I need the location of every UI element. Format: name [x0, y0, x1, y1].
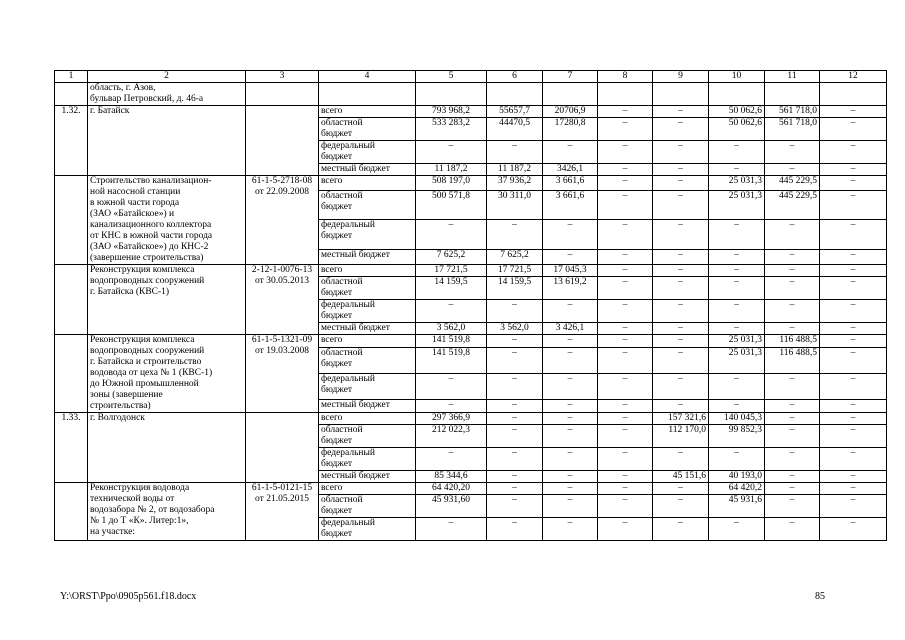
amount-cell: –: [709, 448, 765, 471]
amount-cell: –: [765, 518, 820, 541]
amount-cell: 17280,8: [543, 118, 598, 141]
amount-cell: –: [598, 118, 653, 141]
amount-cell: –: [765, 399, 820, 412]
column-number: 8: [598, 71, 653, 83]
amount-cell: 445 229,5: [765, 176, 820, 191]
amount-cell: –: [598, 191, 653, 220]
amount-cell: 141 519,8: [416, 348, 487, 374]
amount-cell: –: [416, 399, 487, 412]
amount-cell: –: [598, 106, 653, 118]
amount-cell: –: [820, 335, 887, 348]
amount-cell: –: [765, 425, 820, 448]
column-number: 6: [487, 71, 543, 83]
amount-cell: –: [543, 300, 598, 323]
amount-cell: –: [765, 141, 820, 164]
amount-cell: –: [416, 518, 487, 541]
amount-cell: –: [598, 249, 653, 264]
row-number: [55, 83, 88, 106]
amount-cell: –: [820, 483, 887, 495]
funding-source: областной бюджет: [319, 191, 416, 220]
document-number: 2-12-1-0076-13 от 30.05.2013: [246, 265, 319, 335]
amount-cell: –: [820, 265, 887, 277]
amount-cell: –: [598, 164, 653, 176]
amount-cell: 7 625,2: [416, 249, 487, 264]
amount-cell: –: [820, 373, 887, 399]
amount-cell: 13 619,2: [543, 277, 598, 300]
funding-source: федеральный бюджет: [319, 141, 416, 164]
amount-cell: 30 311,0: [487, 191, 543, 220]
amount-cell: 533 283,2: [416, 118, 487, 141]
document-number: 61-1-5-1321-09 от 19.03.2008: [246, 335, 319, 413]
amount-cell: 99 852,3: [709, 425, 765, 448]
amount-cell: –: [598, 413, 653, 425]
amount-cell: 14 159,5: [487, 277, 543, 300]
amount-cell: 3426,1: [543, 164, 598, 176]
column-number: 10: [709, 71, 765, 83]
amount-cell: 561 718,0: [765, 106, 820, 118]
amount-cell: –: [820, 220, 887, 249]
amount-cell: –: [709, 141, 765, 164]
row-number: [55, 483, 88, 541]
amount-cell: –: [416, 220, 487, 249]
amount-cell: –: [765, 373, 820, 399]
amount-cell: 3 562,0: [416, 323, 487, 335]
amount-cell: 3 562,0: [487, 323, 543, 335]
amount-cell: –: [709, 399, 765, 412]
document-number: 61-1-5-0121-15 от 21.05.2015: [246, 483, 319, 541]
amount-cell: –: [598, 448, 653, 471]
amount-cell: –: [820, 106, 887, 118]
amount-cell: –: [653, 323, 709, 335]
amount-cell: –: [598, 335, 653, 348]
amount-cell: –: [543, 495, 598, 518]
funding-source: местный бюджет: [319, 164, 416, 176]
funding-source: всего: [319, 176, 416, 191]
amount-cell: –: [765, 471, 820, 483]
amount-cell: –: [653, 300, 709, 323]
empty-cell: [543, 83, 598, 106]
amount-cell: 50 062,6: [709, 106, 765, 118]
amount-cell: –: [765, 413, 820, 425]
table-row: [55, 413, 887, 425]
empty-cell: [598, 83, 653, 106]
funding-source: местный бюджет: [319, 399, 416, 412]
funding-source: всего: [319, 106, 416, 118]
amount-cell: –: [765, 277, 820, 300]
amount-cell: –: [416, 448, 487, 471]
amount-cell: –: [820, 348, 887, 374]
amount-cell: –: [598, 471, 653, 483]
amount-cell: –: [487, 300, 543, 323]
amount-cell: –: [765, 483, 820, 495]
amount-cell: –: [820, 300, 887, 323]
amount-cell: 7 625,2: [487, 249, 543, 264]
funding-source: местный бюджет: [319, 249, 416, 264]
row-number: [55, 265, 88, 335]
table-row: [55, 265, 887, 277]
amount-cell: –: [598, 277, 653, 300]
amount-cell: –: [487, 518, 543, 541]
empty-cell: [653, 83, 709, 106]
amount-cell: –: [598, 483, 653, 495]
amount-cell: –: [709, 265, 765, 277]
amount-cell: –: [709, 164, 765, 176]
page-number: 85: [815, 591, 825, 602]
amount-cell: –: [487, 495, 543, 518]
funding-source: всего: [319, 265, 416, 277]
amount-cell: 45 151,6: [653, 471, 709, 483]
file-path: Y:\ORST\Ppo\0905p561.f18.docx: [60, 591, 197, 602]
amount-cell: –: [653, 118, 709, 141]
amount-cell: –: [543, 373, 598, 399]
amount-cell: –: [653, 176, 709, 191]
funding-source: федеральный бюджет: [319, 373, 416, 399]
amount-cell: –: [820, 495, 887, 518]
row-number: 1.33.: [55, 413, 88, 483]
funding-source: федеральный бюджет: [319, 518, 416, 541]
amount-cell: –: [709, 373, 765, 399]
amount-cell: –: [765, 220, 820, 249]
amount-cell: –: [820, 399, 887, 412]
amount-cell: –: [598, 399, 653, 412]
amount-cell: –: [543, 399, 598, 412]
amount-cell: 50 062,6: [709, 118, 765, 141]
amount-cell: –: [598, 220, 653, 249]
empty-cell: [246, 83, 319, 106]
amount-cell: 25 031,3: [709, 348, 765, 374]
amount-cell: –: [543, 413, 598, 425]
column-number: 2: [88, 71, 246, 83]
amount-cell: –: [820, 471, 887, 483]
amount-cell: –: [487, 413, 543, 425]
amount-cell: –: [487, 448, 543, 471]
amount-cell: –: [765, 249, 820, 264]
empty-cell: [820, 83, 887, 106]
amount-cell: –: [416, 300, 487, 323]
column-number: 3: [246, 71, 319, 83]
amount-cell: 112 170,0: [653, 425, 709, 448]
amount-cell: –: [543, 483, 598, 495]
funding-source: федеральный бюджет: [319, 448, 416, 471]
amount-cell: –: [765, 164, 820, 176]
amount-cell: 25 031,3: [709, 191, 765, 220]
amount-cell: –: [543, 518, 598, 541]
object-name: Реконструкция водовода технической воды от водозабора № 2, от водозабора № 1 до Т «К». Литер:1», на участке:: [88, 483, 246, 541]
object-name: Реконструкция комплекса водопроводных сооружений г. Батайска (КВС-1): [88, 265, 246, 335]
amount-cell: 40 193,0: [709, 471, 765, 483]
amount-cell: –: [487, 483, 543, 495]
object-name: Строительство канализацион- ной насосной станции в южной части города (ЗАО «Батайское») и канализационного коллектора от КНС в южной части города (ЗАО «Батайское») до КНС-2 (завершение строительства): [88, 176, 246, 265]
funding-source: местный бюджет: [319, 471, 416, 483]
amount-cell: –: [653, 448, 709, 471]
column-number: 4: [319, 71, 416, 83]
amount-cell: –: [820, 164, 887, 176]
amount-cell: –: [487, 141, 543, 164]
amount-cell: –: [487, 220, 543, 249]
amount-cell: 11 187,2: [487, 164, 543, 176]
amount-cell: –: [653, 495, 709, 518]
amount-cell: –: [653, 373, 709, 399]
amount-cell: –: [598, 495, 653, 518]
funding-source: областной бюджет: [319, 277, 416, 300]
amount-cell: –: [487, 471, 543, 483]
amount-cell: 85 344,6: [416, 471, 487, 483]
column-number: 1: [55, 71, 88, 83]
amount-cell: 17 721,5: [416, 265, 487, 277]
empty-cell: [709, 83, 765, 106]
amount-cell: 25 031,3: [709, 176, 765, 191]
funding-source: федеральный бюджет: [319, 220, 416, 249]
object-name: область, г. Азов, бульвар Петровский, д. 46-а: [88, 83, 246, 106]
column-number-row: [55, 71, 887, 83]
empty-cell: [319, 83, 416, 106]
amount-cell: 508 197,0: [416, 176, 487, 191]
amount-cell: –: [543, 220, 598, 249]
amount-cell: –: [543, 141, 598, 164]
amount-cell: –: [598, 141, 653, 164]
amount-cell: 64 420,2: [709, 483, 765, 495]
amount-cell: –: [820, 448, 887, 471]
amount-cell: 3 661,6: [543, 191, 598, 220]
amount-cell: –: [598, 425, 653, 448]
funding-source: федеральный бюджет: [319, 300, 416, 323]
funding-source: областной бюджет: [319, 348, 416, 374]
amount-cell: 445 229,5: [765, 191, 820, 220]
amount-cell: –: [653, 518, 709, 541]
row-number: [55, 335, 88, 413]
table-row: [55, 483, 887, 495]
funding-source: всего: [319, 335, 416, 348]
amount-cell: 297 366,9: [416, 413, 487, 425]
amount-cell: –: [709, 220, 765, 249]
object-name: г. Батайск: [88, 106, 246, 176]
amount-cell: –: [820, 191, 887, 220]
amount-cell: –: [653, 265, 709, 277]
amount-cell: –: [820, 518, 887, 541]
funding-source: областной бюджет: [319, 425, 416, 448]
amount-cell: –: [598, 518, 653, 541]
amount-cell: 140 045,3: [709, 413, 765, 425]
amount-cell: –: [416, 373, 487, 399]
amount-cell: 3 661,6: [543, 176, 598, 191]
amount-cell: 37 936,2: [487, 176, 543, 191]
amount-cell: 17 721,5: [487, 265, 543, 277]
amount-cell: –: [820, 249, 887, 264]
amount-cell: –: [487, 335, 543, 348]
funding-source: местный бюджет: [319, 323, 416, 335]
amount-cell: –: [765, 300, 820, 323]
row-number: 1.32.: [55, 106, 88, 176]
amount-cell: –: [820, 118, 887, 141]
amount-cell: –: [543, 425, 598, 448]
column-number: 12: [820, 71, 887, 83]
amount-cell: 45 931,6: [709, 495, 765, 518]
amount-cell: –: [709, 323, 765, 335]
amount-cell: –: [653, 348, 709, 374]
table-row: [55, 106, 887, 118]
table-row: [55, 83, 887, 106]
amount-cell: –: [543, 448, 598, 471]
table-body: [55, 71, 887, 541]
funding-source: всего: [319, 483, 416, 495]
funding-source: областной бюджет: [319, 495, 416, 518]
amount-cell: –: [653, 335, 709, 348]
amount-cell: –: [543, 348, 598, 374]
amount-cell: –: [820, 277, 887, 300]
table-row: [55, 335, 887, 348]
column-number: 11: [765, 71, 820, 83]
amount-cell: –: [598, 300, 653, 323]
amount-cell: –: [765, 448, 820, 471]
amount-cell: –: [653, 249, 709, 264]
amount-cell: 500 571,8: [416, 191, 487, 220]
funding-source: областной бюджет: [319, 118, 416, 141]
amount-cell: –: [487, 425, 543, 448]
amount-cell: 116 488,5: [765, 348, 820, 374]
amount-cell: –: [487, 348, 543, 374]
amount-cell: –: [598, 265, 653, 277]
amount-cell: –: [598, 323, 653, 335]
amount-cell: 212 022,3: [416, 425, 487, 448]
amount-cell: 55657,7: [487, 106, 543, 118]
amount-cell: –: [653, 277, 709, 300]
amount-cell: 45 931,60: [416, 495, 487, 518]
amount-cell: 157 321,6: [653, 413, 709, 425]
amount-cell: –: [653, 483, 709, 495]
amount-cell: 561 718,0: [765, 118, 820, 141]
document-number: [246, 106, 319, 176]
object-name: г. Волгодонск: [88, 413, 246, 483]
empty-cell: [416, 83, 487, 106]
amount-cell: 141 519,8: [416, 335, 487, 348]
amount-cell: –: [598, 176, 653, 191]
amount-cell: 793 968,2: [416, 106, 487, 118]
amount-cell: 3 426,1: [543, 323, 598, 335]
amount-cell: 64 420,20: [416, 483, 487, 495]
amount-cell: –: [543, 249, 598, 264]
amount-cell: –: [709, 518, 765, 541]
amount-cell: –: [598, 348, 653, 374]
amount-cell: 25 031,3: [709, 335, 765, 348]
amount-cell: –: [653, 164, 709, 176]
amount-cell: 14 159,5: [416, 277, 487, 300]
amount-cell: 20706,9: [543, 106, 598, 118]
amount-cell: –: [765, 323, 820, 335]
empty-cell: [765, 83, 820, 106]
amount-cell: –: [820, 176, 887, 191]
empty-cell: [487, 83, 543, 106]
row-number: [55, 176, 88, 265]
column-number: 5: [416, 71, 487, 83]
amount-cell: –: [416, 141, 487, 164]
amount-cell: –: [653, 106, 709, 118]
column-number: 9: [653, 71, 709, 83]
amount-cell: –: [820, 425, 887, 448]
table-row: [55, 176, 887, 191]
amount-cell: –: [653, 141, 709, 164]
amount-cell: –: [765, 265, 820, 277]
object-name: Реконструкция комплекса водопроводных сооружений г. Батайска и строительство водовода от цеха № 1 (КВС-1) до Южной промышленной зоны (завершение строительства): [88, 335, 246, 413]
amount-cell: –: [709, 300, 765, 323]
amount-cell: –: [820, 141, 887, 164]
amount-cell: –: [543, 471, 598, 483]
amount-cell: 11 187,2: [416, 164, 487, 176]
amount-cell: 116 488,5: [765, 335, 820, 348]
amount-cell: –: [543, 335, 598, 348]
amount-cell: –: [709, 249, 765, 264]
amount-cell: –: [653, 399, 709, 412]
amount-cell: 17 045,3: [543, 265, 598, 277]
amount-cell: –: [653, 191, 709, 220]
column-number: 7: [543, 71, 598, 83]
document-number: [246, 413, 319, 483]
budget-table: [54, 70, 887, 541]
amount-cell: –: [709, 277, 765, 300]
amount-cell: 44470,5: [487, 118, 543, 141]
amount-cell: –: [765, 495, 820, 518]
amount-cell: –: [487, 373, 543, 399]
document-number: 61-1-5-2718-08 от 22.09.2008: [246, 176, 319, 265]
amount-cell: –: [820, 323, 887, 335]
amount-cell: –: [598, 373, 653, 399]
amount-cell: –: [653, 220, 709, 249]
funding-source: всего: [319, 413, 416, 425]
amount-cell: –: [820, 413, 887, 425]
amount-cell: –: [487, 399, 543, 412]
